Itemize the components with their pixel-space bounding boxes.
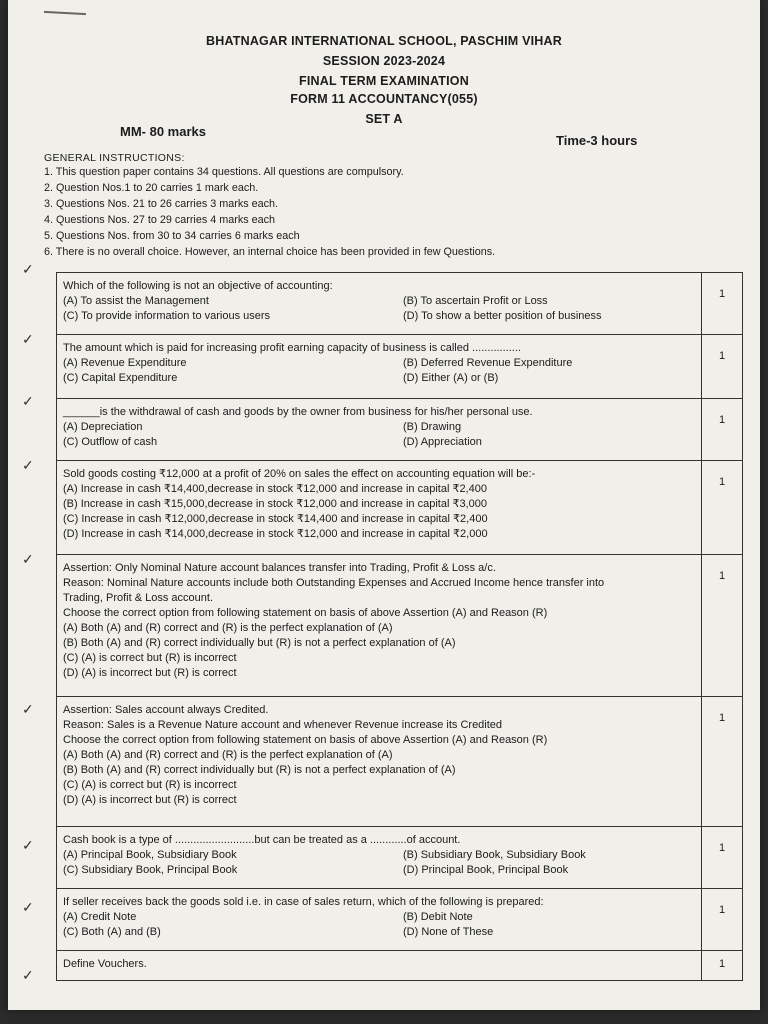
exam-name: FINAL TERM EXAMINATION [299,74,469,88]
option: (B) Both (A) and (R) correct individually but (R) is not a perfect explanation of (A) [63,637,456,649]
option: (C) Increase in cash ₹12,000,decrease in stock ₹14,400 and increase in capital ₹2,400 [63,513,488,525]
question-text: ______is the withdrawal of cash and goods by the owner from business for his/her personal use. [63,406,533,418]
check-mark-icon: ✓ [22,262,34,278]
option: (A) Both (A) and (R) correct and (R) is the perfect explanation of (A) [63,622,393,634]
question-row [57,555,743,697]
option: (C) To provide information to various users [63,310,271,322]
option: (D) Principal Book, Principal Book [403,864,569,876]
option: (C) Outflow of cash [63,436,158,448]
question-text: Define Vouchers. [63,958,147,970]
option: (D) Increase in cash ₹14,000,decrease in stock ₹12,000 and increase in capital ₹2,000 [63,528,488,540]
marks: 1 [702,461,743,555]
question-row [57,273,743,335]
option: (A) Depreciation [63,421,143,433]
school-name: BHATNAGAR INTERNATIONAL SCHOOL, PASCHIM VIHAR [206,34,562,48]
question-line: Reason: Sales is a Revenue Nature account and whenever Revenue increase its Credited [63,719,503,731]
option: (A) Revenue Expenditure [63,357,187,369]
option: (A) Credit Note [63,911,137,923]
questions-table [56,272,743,981]
marks: 1 [702,951,743,981]
question-text: Assertion: Sales account always Credited. [63,704,269,716]
instruction-item: 3. Questions Nos. 21 to 26 carries 3 marks each. [44,198,279,210]
option: (D) To show a better position of business [403,310,602,322]
marks: 1 [702,889,743,951]
option: (B) Deferred Revenue Expenditure [403,357,573,369]
question-line: Choose the correct option from following statement on basis of above Assertion (A) and Reason (R) [63,734,548,746]
option: (D) Either (A) or (B) [403,372,499,384]
instruction-item: 4. Questions Nos. 27 to 29 carries 4 marks each [44,214,276,226]
question-row [57,335,743,399]
option: (D) (A) is incorrect but (R) is correct [63,794,237,806]
option: (D) (A) is incorrect but (R) is correct [63,667,237,679]
instruction-item: 6. There is no overall choice. However, an internal choice has been provided in few Questions. [44,246,496,258]
option: (A) Principal Book, Subsidiary Book [63,849,237,861]
option: (B) Subsidiary Book, Subsidiary Book [403,849,586,861]
question-row [57,461,743,555]
option: (D) None of These [403,926,494,938]
subject: FORM 11 ACCOUNTANCY(055) [290,92,478,106]
option: (D) Appreciation [403,436,482,448]
question-row [57,889,743,951]
time-allowed: Time-3 hours [556,133,638,148]
marks: 1 [702,827,743,889]
instruction-item: 2. Question Nos.1 to 20 carries 1 mark each. [44,182,259,194]
option: (C) (A) is correct but (R) is incorrect [63,652,237,664]
option: (C) Capital Expenditure [63,372,178,384]
max-marks: MM- 80 marks [120,124,206,139]
exam-paper [8,0,760,1010]
option: (C) Both (A) and (B) [63,926,161,938]
option: (B) To ascertain Profit or Loss [403,295,548,307]
check-mark-icon: ✓ [22,968,34,984]
check-mark-icon: ✓ [22,900,34,916]
marks: 1 [702,335,743,399]
question-text: Sold goods costing ₹12,000 at a profit of 20% on sales the effect on accounting equation will be:- [63,468,536,480]
option: (B) Debit Note [403,911,473,923]
question-line: Reason: Nominal Nature accounts include both Outstanding Expenses and Accrued Income hence transfer into [63,577,605,589]
pen-mark [44,11,86,15]
question-row [57,399,743,461]
option: (B) Increase in cash ₹15,000,decrease in stock ₹12,000 and increase in capital ₹3,000 [63,498,487,510]
session: SESSION 2023-2024 [322,54,446,68]
marks: 1 [702,273,743,335]
question-text: Assertion: Only Nominal Nature account balances transfer into Trading, Profit & Loss a/c. [63,562,496,574]
question-text: Which of the following is not an objective of accounting: [63,280,333,292]
check-mark-icon: ✓ [22,394,34,410]
marks: 1 [702,555,743,697]
option: (C) (A) is correct but (R) is incorrect [63,779,237,791]
option: (A) Both (A) and (R) correct and (R) is the perfect explanation of (A) [63,749,393,761]
question-text: Cash book is a type of ..........................but can be treated as a ............of account. [63,834,461,846]
check-mark-icon: ✓ [22,552,34,568]
marks: 1 [702,399,743,461]
option: (A) Increase in cash ₹14,400,decrease in stock ₹12,000 and increase in capital ₹2,400 [63,483,487,495]
instruction-item: 1. This question paper contains 34 questions. All questions are compulsory. [44,166,404,178]
question-text: If seller receives back the goods sold i.e. in case of sales return, which of the following is prepared: [63,896,544,908]
question-line: Choose the correct option from following statement on basis of above Assertion (A) and Reason (R) [63,607,548,619]
instructions-title: GENERAL INSTRUCTIONS: [44,152,185,164]
check-mark-icon: ✓ [22,458,34,474]
question-line: Trading, Profit & Loss account. [63,592,213,604]
check-mark-icon: ✓ [22,838,34,854]
marks: 1 [702,697,743,827]
option: (B) Drawing [403,421,462,433]
question-row [57,697,743,827]
question-row [57,827,743,889]
check-mark-icon: ✓ [22,702,34,718]
question-text: The amount which is paid for increasing profit earning capacity of business is called ................ [63,342,521,354]
option: (C) Subsidiary Book, Principal Book [63,864,238,876]
option: (A) To assist the Management [63,295,209,307]
instruction-item: 5. Questions Nos. from 30 to 34 carries 6 marks each [44,230,300,242]
option: (B) Both (A) and (R) correct individually but (R) is not a perfect explanation of (A) [63,764,456,776]
question-row [57,951,743,981]
set: SET A [365,112,403,126]
check-mark-icon: ✓ [22,332,34,348]
